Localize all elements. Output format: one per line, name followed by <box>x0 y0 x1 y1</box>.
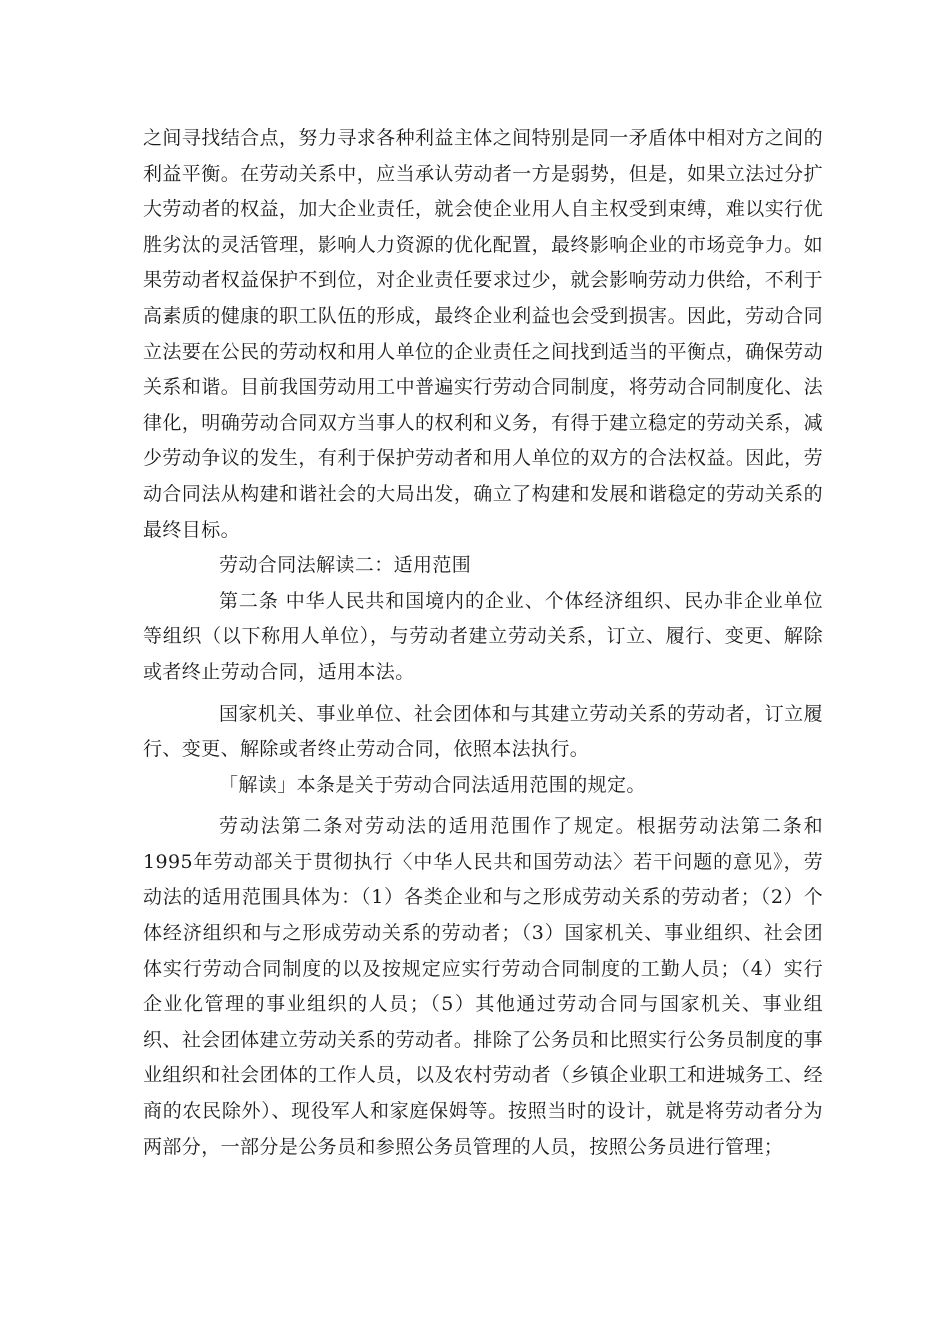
article-two-text: 第二条 中华人民共和国境内的企业、个体经济组织、民办非企业单位等组织（以下称用人单位），与劳动者建立劳动关系，订立、履行、变更、解除或者终止劳动合同，适用本法。 <box>143 589 823 683</box>
interpretation-intro: 「解读」本条是关于劳动合同法适用范围的规定。 <box>219 773 646 796</box>
article-two-second-clause: 国家机关、事业单位、社会团体和与其建立劳动关系的劳动者，订立履行、变更、解除或者终止劳动合同，依照本法执行。 <box>143 702 823 761</box>
document-body <box>143 121 823 1165</box>
interpretation-paragraph: 劳动法第二条对劳动法的适用范围作了规定。根据劳动法第二条和1995年劳动部关于贯彻执行〈中华人民共和国劳动法〉若干问题的意见》，劳动法的适用范围具体为：（1）各类企业和与之形成劳动关系的劳动者；（2）个体经济组织和与之形成劳动关系的劳动者；（3）国家机关、事业组织、社会团体实行劳动合同制度的以及按规定应实行劳动合同制度的工勤人员；（4）实行企业化管理的事业组织的人员；（5）其他通过劳动合同与国家机关、事业组织、社会团体建立劳动关系的劳动者。排除了公务员和比照实行公务员制度的事业组织和社会团体的工作人员，以及农村劳动者（乡镇企业职工和进城务工、经商的农民除外）、现役军人和家庭保姆等。按照当时的设计，就是将劳动者分为两部分，一部分是公务员和参照公务员管理的人员，按照公务员进行管理； <box>143 815 823 1158</box>
paragraph-continuation: 之间寻找结合点，努力寻求各种利益主体之间特别是同一矛盾体中相对方之间的利益平衡。在劳动关系中，应当承认劳动者一方是弱势，但是，如果立法过分扩大劳动者的权益，加大企业责任，就会使企业用人自主权受到束缚，难以实行优胜劣汰的灵活管理，影响人力资源的优化配置，最终影响企业的市场竞争力。如果劳动者权益保护不到位，对企业责任要求过少，就会影响劳动力供给，不利于高素质的健康的职工队伍的形成，最终企业利益也会受到损害。因此，劳动合同立法要在公民的劳动权和用人单位的企业责任之间找到适当的平衡点，确保劳动关系和谐。目前我国劳动用工中普遍实行劳动合同制度，将劳动合同制度化、法律化，明确劳动合同双方当事人的权利和义务，有得于建立稳定的劳动关系，减少劳动争议的发生，有利于保护劳动者和用人单位的双方的合法权益。因此，劳动合同法从构建和谐社会的大局出发，确立了构建和发展和谐稳定的劳动关系的最终目标。 <box>143 127 823 541</box>
section-heading: 劳动合同法解读二：适用范围 <box>219 554 472 577</box>
